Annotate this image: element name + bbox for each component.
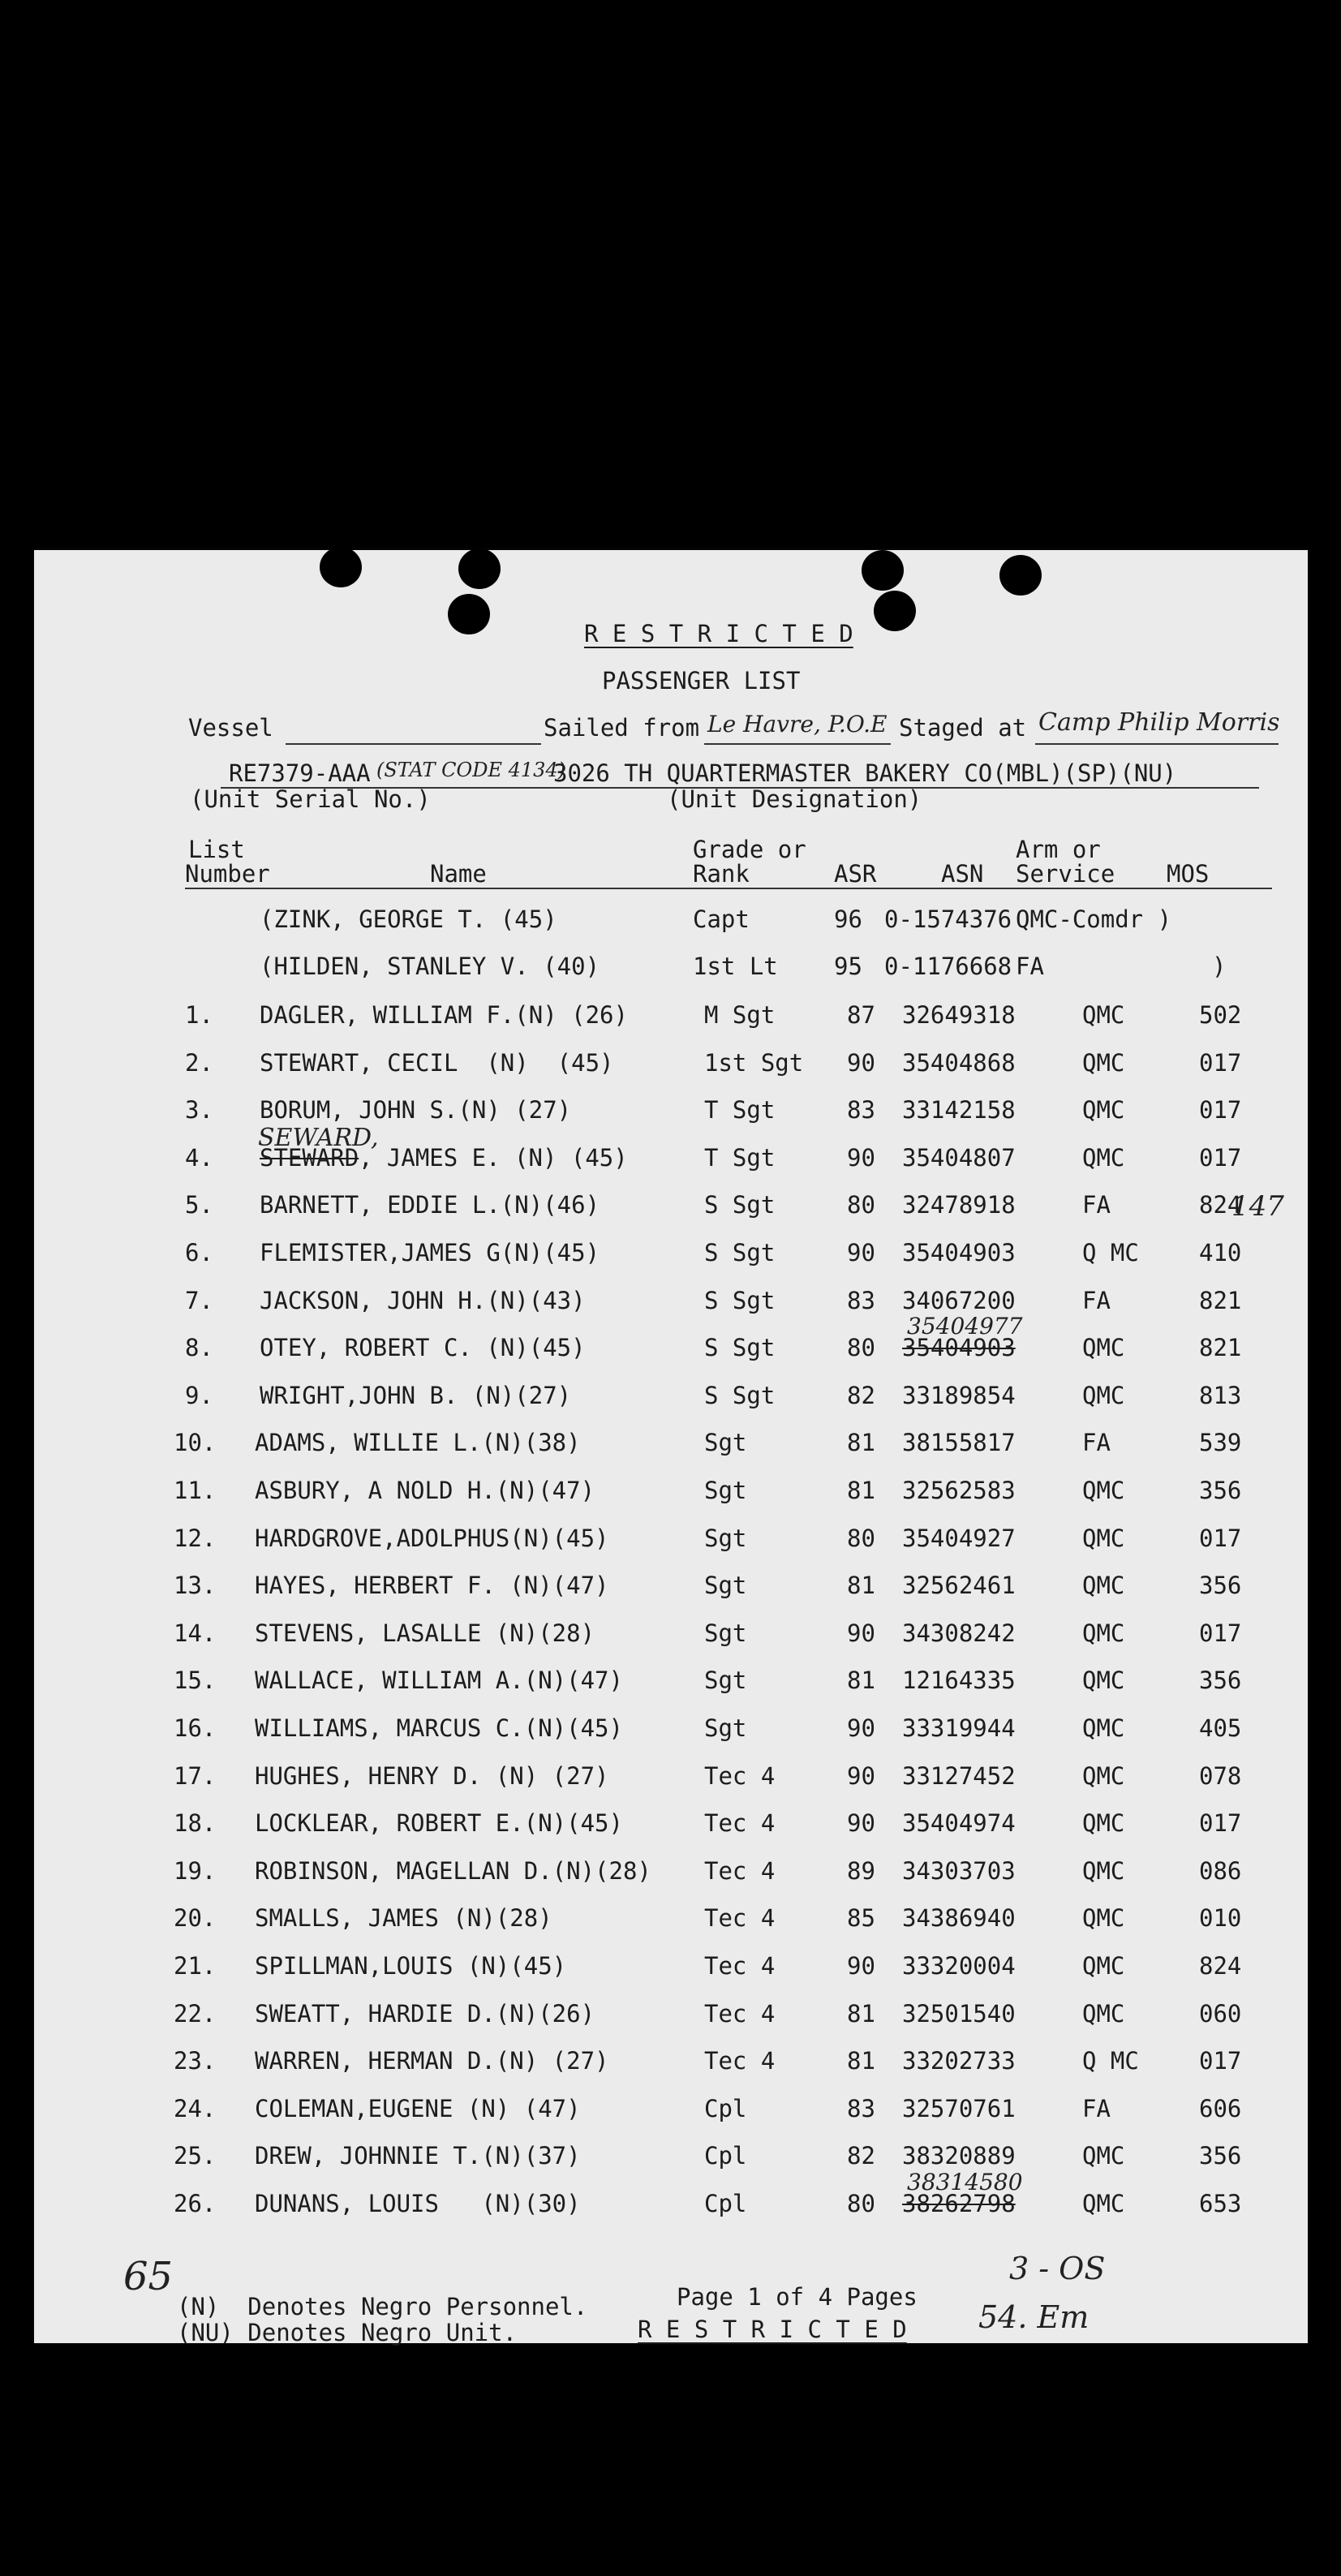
asn: 35404903 bbox=[902, 1334, 1016, 1361]
list-number: 9. bbox=[185, 1382, 213, 1409]
header-number: Number bbox=[185, 860, 270, 888]
mos: 010 bbox=[1199, 1904, 1242, 1932]
asr: 83 bbox=[847, 1096, 875, 1124]
asn: 34386940 bbox=[902, 1904, 1016, 1932]
vessel-label: Vessel bbox=[188, 714, 273, 742]
asn: 33189854 bbox=[902, 1382, 1016, 1409]
arm-or-service: QMC bbox=[1082, 1572, 1125, 1599]
officer-asn: 0-1176668 bbox=[884, 953, 1012, 980]
officer-row bbox=[34, 905, 1308, 951]
passenger-name: HARDGROVE,ADOLPHUS(N)(45) bbox=[255, 1525, 609, 1552]
officer-asr: 95 bbox=[834, 953, 862, 980]
mos: 653 bbox=[1199, 2190, 1242, 2217]
grade-rank: Sgt bbox=[704, 1714, 747, 1742]
asr: 82 bbox=[847, 2142, 875, 2170]
unit-designation: 3026 TH QUARTERMASTER BAKERY CO(MBL)(SP)(NU) bbox=[553, 759, 1177, 787]
asr: 82 bbox=[847, 1382, 875, 1409]
passenger-name: , JAMES E. (N) (45) bbox=[359, 1144, 628, 1172]
asn: 32478918 bbox=[902, 1191, 1016, 1219]
list-number: 22. bbox=[174, 2000, 217, 2028]
grade-rank: S Sgt bbox=[704, 1287, 776, 1314]
asn: 32562461 bbox=[902, 1572, 1016, 1599]
table-row bbox=[34, 1666, 1308, 1712]
passenger-name: WARREN, HERMAN D.(N) (27) bbox=[255, 2047, 609, 2075]
grade-rank: S Sgt bbox=[704, 1191, 776, 1219]
table-row bbox=[34, 1477, 1308, 1522]
asr: 80 bbox=[847, 2190, 875, 2217]
passenger-name: SWEATT, HARDIE D.(N)(26) bbox=[255, 2000, 595, 2028]
asn: 38320889 bbox=[902, 2142, 1016, 2170]
sailed-from-value: Le Havre, P.O.E bbox=[707, 711, 888, 738]
asr: 90 bbox=[847, 1714, 875, 1742]
mos: 017 bbox=[1199, 1144, 1242, 1172]
list-number: 2. bbox=[185, 1049, 213, 1077]
mos: 017 bbox=[1199, 2047, 1242, 2075]
list-number: 4. bbox=[185, 1144, 213, 1172]
mos: 017 bbox=[1199, 1525, 1242, 1552]
passenger-name: LOCKLEAR, ROBERT E.(N)(45) bbox=[255, 1809, 623, 1837]
table-row bbox=[34, 1762, 1308, 1808]
grade-rank: T Sgt bbox=[704, 1096, 776, 1124]
passenger-name: DAGLER, WILLIAM F.(N) (26) bbox=[260, 1001, 628, 1029]
asn: 33320004 bbox=[902, 1952, 1016, 1980]
grade-rank: Tec 4 bbox=[704, 1904, 776, 1932]
arm-or-service: QMC bbox=[1082, 1144, 1125, 1172]
list-number: 10. bbox=[174, 1429, 217, 1456]
grade-rank: Sgt bbox=[704, 1525, 747, 1552]
page-indicator: Page 1 of 4 Pages bbox=[677, 2283, 918, 2311]
restricted-heading: R E S T R I C T E D bbox=[584, 620, 853, 647]
header-arm: Arm or bbox=[1016, 836, 1101, 863]
note-negro-personnel: (N) Denotes Negro Personnel. bbox=[177, 2293, 588, 2320]
header-list: List bbox=[188, 836, 245, 863]
grade-rank: Sgt bbox=[704, 1666, 747, 1694]
mos: 017 bbox=[1199, 1049, 1242, 1077]
staged-at-value: Camp Philip Morris bbox=[1038, 708, 1280, 737]
asr: 80 bbox=[847, 1191, 875, 1219]
grade-rank: Sgt bbox=[704, 1619, 747, 1647]
arm-or-service: QMC bbox=[1082, 1096, 1125, 1124]
table-row bbox=[34, 1096, 1308, 1142]
header-name: Name bbox=[430, 860, 487, 888]
list-number: 5. bbox=[185, 1191, 213, 1219]
grade-rank: Tec 4 bbox=[704, 2000, 776, 2028]
table-row bbox=[34, 1619, 1308, 1665]
note-negro-unit: (NU) Denotes Negro Unit. bbox=[177, 2319, 518, 2346]
list-number: 24. bbox=[174, 2095, 217, 2122]
asr: 90 bbox=[847, 1762, 875, 1790]
mos: 356 bbox=[1199, 1666, 1242, 1694]
arm-or-service: FA bbox=[1082, 1429, 1111, 1456]
officer-asn: 0-1574376 bbox=[884, 905, 1012, 933]
mos: 824 bbox=[1199, 1191, 1242, 1219]
list-number: 13. bbox=[174, 1572, 217, 1599]
list-number: 18. bbox=[174, 1809, 217, 1837]
mos: 017 bbox=[1199, 1809, 1242, 1837]
passenger-name: DREW, JOHNNIE T.(N)(37) bbox=[255, 2142, 581, 2170]
arm-or-service: FA bbox=[1082, 2095, 1111, 2122]
asn-correction: 35404977 bbox=[907, 1313, 1023, 1340]
arm-or-service: QMC bbox=[1082, 2142, 1125, 2170]
table-row bbox=[34, 1191, 1308, 1236]
list-number: 3. bbox=[185, 1096, 213, 1124]
table-row bbox=[34, 1857, 1308, 1903]
unit-serial-caption: (Unit Serial No.) bbox=[190, 785, 431, 813]
asr: 87 bbox=[847, 1001, 875, 1029]
passenger-name: SMALLS, JAMES (N)(28) bbox=[255, 1904, 552, 1932]
table-row bbox=[34, 1809, 1308, 1855]
arm-or-service: QMC bbox=[1082, 1809, 1125, 1837]
punch-hole bbox=[999, 555, 1042, 596]
handwritten-em: 54. Em bbox=[978, 2299, 1090, 2335]
asn: 38155817 bbox=[902, 1429, 1016, 1456]
grade-rank: S Sgt bbox=[704, 1239, 776, 1266]
asn: 33202733 bbox=[902, 2047, 1016, 2075]
asr: 90 bbox=[847, 1619, 875, 1647]
table-row bbox=[34, 2142, 1308, 2187]
asr: 90 bbox=[847, 1952, 875, 1980]
arm-or-service: FA bbox=[1082, 1287, 1111, 1314]
mos: 078 bbox=[1199, 1762, 1242, 1790]
name-correction: SEWARD, bbox=[258, 1124, 379, 1152]
passenger-name: STEVENS, LASALLE (N)(28) bbox=[255, 1619, 595, 1647]
mos-note: 147 bbox=[1231, 1190, 1284, 1223]
table-row bbox=[34, 1001, 1308, 1047]
header-asr: ASR bbox=[834, 860, 877, 888]
grade-rank: Tec 4 bbox=[704, 1857, 776, 1885]
list-number: 20. bbox=[174, 1904, 217, 1932]
staged-underline bbox=[1035, 743, 1279, 745]
officer-service: QMC-Comdr ) bbox=[1016, 905, 1172, 933]
arm-or-service: QMC bbox=[1082, 1762, 1125, 1790]
asr: 81 bbox=[847, 1429, 875, 1456]
mos: 539 bbox=[1199, 1429, 1242, 1456]
header-service: Service bbox=[1016, 860, 1115, 888]
mos: 405 bbox=[1199, 1714, 1242, 1742]
table-row bbox=[34, 1525, 1308, 1570]
table-row bbox=[34, 1049, 1308, 1094]
asn: 32570761 bbox=[902, 2095, 1016, 2122]
table-row bbox=[34, 1572, 1308, 1617]
list-number: 16. bbox=[174, 1714, 217, 1742]
table-row bbox=[34, 1952, 1308, 1998]
grade-rank: Tec 4 bbox=[704, 1762, 776, 1790]
punch-hole bbox=[448, 594, 490, 634]
asn: 35404927 bbox=[902, 1525, 1016, 1552]
table-row bbox=[34, 1382, 1308, 1427]
table-row bbox=[34, 2047, 1308, 2092]
punch-hole bbox=[458, 548, 501, 589]
asn: 34067200 bbox=[902, 1287, 1016, 1314]
asn: 32649318 bbox=[902, 1001, 1016, 1029]
asn: 33319944 bbox=[902, 1714, 1016, 1742]
sailed-underline bbox=[704, 743, 891, 745]
asn: 33142158 bbox=[902, 1096, 1016, 1124]
asn: 35404903 bbox=[902, 1239, 1016, 1266]
asr: 81 bbox=[847, 2000, 875, 2028]
grade-rank: Sgt bbox=[704, 1429, 747, 1456]
grade-rank: Cpl bbox=[704, 2190, 747, 2217]
asn: 35404868 bbox=[902, 1049, 1016, 1077]
list-number: 15. bbox=[174, 1666, 217, 1694]
arm-or-service: QMC bbox=[1082, 1382, 1125, 1409]
passenger-name: FLEMISTER,JAMES G(N)(45) bbox=[260, 1239, 600, 1266]
passenger-name: HUGHES, HENRY D. (N) (27) bbox=[255, 1762, 609, 1790]
officer-rank: Capt bbox=[693, 905, 750, 933]
header-rank: Rank bbox=[693, 860, 750, 888]
asr: 80 bbox=[847, 1525, 875, 1552]
officer-rank: 1st Lt bbox=[693, 953, 778, 980]
asn: 33127452 bbox=[902, 1762, 1016, 1790]
asn: 38262798 bbox=[902, 2190, 1016, 2217]
asn: 35404974 bbox=[902, 1809, 1016, 1837]
arm-or-service: QMC bbox=[1082, 1477, 1125, 1504]
mos: 017 bbox=[1199, 1619, 1242, 1647]
staged-at-label: Staged at bbox=[899, 714, 1027, 742]
asr: 89 bbox=[847, 1857, 875, 1885]
grade-rank: M Sgt bbox=[704, 1001, 776, 1029]
list-number: 6. bbox=[185, 1239, 213, 1266]
arm-or-service: QMC bbox=[1082, 1714, 1125, 1742]
asn-correction: 38314580 bbox=[907, 2169, 1023, 2195]
arm-or-service: QMC bbox=[1082, 1334, 1125, 1361]
mos: 606 bbox=[1199, 2095, 1242, 2122]
grade-rank: T Sgt bbox=[704, 1144, 776, 1172]
mos: 410 bbox=[1199, 1239, 1242, 1266]
arm-or-service: QMC bbox=[1082, 1666, 1125, 1694]
list-number: 12. bbox=[174, 1525, 217, 1552]
list-number: 21. bbox=[174, 1952, 217, 1980]
passenger-name: BORUM, JOHN S.(N) (27) bbox=[260, 1096, 572, 1124]
list-number: 26. bbox=[174, 2190, 217, 2217]
mos: 821 bbox=[1199, 1287, 1242, 1314]
arm-or-service: QMC bbox=[1082, 1619, 1125, 1647]
asn: 32501540 bbox=[902, 2000, 1016, 2028]
list-number: 23. bbox=[174, 2047, 217, 2075]
mos: 821 bbox=[1199, 1334, 1242, 1361]
asn: 32562583 bbox=[902, 1477, 1016, 1504]
table-row bbox=[34, 1904, 1308, 1950]
passenger-name: BARNETT, EDDIE L.(N)(46) bbox=[260, 1191, 600, 1219]
passenger-name: ASBURY, A NOLD H.(N)(47) bbox=[255, 1477, 595, 1504]
grade-rank: Cpl bbox=[704, 2142, 747, 2170]
mos: 356 bbox=[1199, 1572, 1242, 1599]
punch-hole bbox=[874, 591, 916, 631]
grade-rank: Tec 4 bbox=[704, 1952, 776, 1980]
restricted-footer: R E S T R I C T E D bbox=[638, 2316, 907, 2343]
table-row bbox=[34, 1313, 1308, 1379]
table-row bbox=[34, 1287, 1308, 1332]
asr: 90 bbox=[847, 1144, 875, 1172]
unit-serial: RE7379-AAA bbox=[229, 759, 371, 787]
unit-serial-note: (STAT CODE 4134) bbox=[376, 759, 566, 781]
grade-rank: Tec 4 bbox=[704, 2047, 776, 2075]
list-number: 7. bbox=[185, 1287, 213, 1314]
table-row bbox=[34, 1124, 1308, 1189]
list-number: 14. bbox=[174, 1619, 217, 1647]
header-mos: MOS bbox=[1167, 860, 1210, 888]
grade-rank: Sgt bbox=[704, 1477, 747, 1504]
passenger-name: OTEY, ROBERT C. (N)(45) bbox=[260, 1334, 586, 1361]
table-row bbox=[34, 2169, 1308, 2235]
officer-row bbox=[34, 953, 1308, 998]
table-row bbox=[34, 1429, 1308, 1474]
passenger-name: HAYES, HERBERT F. (N)(47) bbox=[255, 1572, 609, 1599]
passenger-name: WALLACE, WILLIAM A.(N)(47) bbox=[255, 1666, 623, 1694]
document-page bbox=[34, 550, 1308, 2346]
asr: 85 bbox=[847, 1904, 875, 1932]
table-row bbox=[34, 2095, 1308, 2140]
passenger-name: SPILLMAN,LOUIS (N)(45) bbox=[255, 1952, 567, 1980]
asr: 81 bbox=[847, 2047, 875, 2075]
table-row bbox=[34, 2000, 1308, 2045]
grade-rank: Cpl bbox=[704, 2095, 747, 2122]
grade-rank: S Sgt bbox=[704, 1334, 776, 1361]
arm-or-service: QMC bbox=[1082, 1904, 1125, 1932]
passenger-name: WRIGHT,JOHN B. (N)(27) bbox=[260, 1382, 572, 1409]
arm-or-service: QMC bbox=[1082, 1001, 1125, 1029]
passenger-name: JACKSON, JOHN H.(N)(43) bbox=[260, 1287, 586, 1314]
mos: 356 bbox=[1199, 2142, 1242, 2170]
mos: 813 bbox=[1199, 1382, 1242, 1409]
list-number: 11. bbox=[174, 1477, 217, 1504]
mos: 017 bbox=[1199, 1096, 1242, 1124]
asn: 35404807 bbox=[902, 1144, 1016, 1172]
grade-rank: 1st Sgt bbox=[704, 1049, 804, 1077]
page-title: PASSENGER LIST bbox=[602, 667, 801, 695]
header-grade: Grade or bbox=[693, 836, 806, 863]
table-row bbox=[34, 1239, 1308, 1284]
asr: 83 bbox=[847, 2095, 875, 2122]
grade-rank: Tec 4 bbox=[704, 1809, 776, 1837]
passenger-name: COLEMAN,EUGENE (N) (47) bbox=[255, 2095, 581, 2122]
list-number: 25. bbox=[174, 2142, 217, 2170]
handwritten-os: 3 - OS bbox=[1009, 2251, 1106, 2286]
asn: 34303703 bbox=[902, 1857, 1016, 1885]
passenger-name: STEWART, CECIL (N) (45) bbox=[260, 1049, 614, 1077]
arm-or-service: QMC bbox=[1082, 1857, 1125, 1885]
asr: 90 bbox=[847, 1809, 875, 1837]
officer-name: (ZINK, GEORGE T. (45) bbox=[260, 905, 557, 933]
grade-rank: Sgt bbox=[704, 1572, 747, 1599]
passenger-name: ROBINSON, MAGELLAN D.(N)(28) bbox=[255, 1857, 651, 1885]
unit-designation-caption: (Unit Designation) bbox=[667, 785, 922, 813]
arm-or-service: QMC bbox=[1082, 1952, 1125, 1980]
sailed-from-label: Sailed from bbox=[544, 714, 700, 742]
punch-hole bbox=[320, 547, 362, 587]
list-number: 1. bbox=[185, 1001, 213, 1029]
list-number: 8. bbox=[185, 1334, 213, 1361]
asr: 81 bbox=[847, 1666, 875, 1694]
struck-name: STEWARD bbox=[260, 1144, 359, 1172]
asr: 90 bbox=[847, 1049, 875, 1077]
arm-or-service: QMC bbox=[1082, 1525, 1125, 1552]
handwritten-65: 65 bbox=[123, 2254, 174, 2299]
asr: 90 bbox=[847, 1239, 875, 1266]
mos: 060 bbox=[1199, 2000, 1242, 2028]
passenger-name: WILLIAMS, MARCUS C.(N)(45) bbox=[255, 1714, 623, 1742]
passenger-name: ADAMS, WILLIE L.(N)(38) bbox=[255, 1429, 581, 1456]
grade-rank: S Sgt bbox=[704, 1382, 776, 1409]
list-number: 17. bbox=[174, 1762, 217, 1790]
mos: 824 bbox=[1199, 1952, 1242, 1980]
vessel-underline bbox=[286, 743, 541, 745]
officer-bracket: ) bbox=[1212, 953, 1227, 980]
asr: 80 bbox=[847, 1334, 875, 1361]
arm-or-service: QMC bbox=[1082, 2000, 1125, 2028]
arm-or-service: FA bbox=[1082, 1191, 1111, 1219]
asn: 12164335 bbox=[902, 1666, 1016, 1694]
officer-name: (HILDEN, STANLEY V. (40) bbox=[260, 953, 600, 980]
mos: 356 bbox=[1199, 1477, 1242, 1504]
mos: 086 bbox=[1199, 1857, 1242, 1885]
arm-or-service: QMC bbox=[1082, 2190, 1125, 2217]
asr: 83 bbox=[847, 1287, 875, 1314]
mos: 502 bbox=[1199, 1001, 1242, 1029]
asr: 81 bbox=[847, 1477, 875, 1504]
arm-or-service: QMC bbox=[1082, 1049, 1125, 1077]
header-asn: ASN bbox=[941, 860, 984, 888]
officer-asr: 96 bbox=[834, 905, 862, 933]
asr: 81 bbox=[847, 1572, 875, 1599]
punch-hole bbox=[862, 550, 904, 591]
asn: 34308242 bbox=[902, 1619, 1016, 1647]
list-number: 19. bbox=[174, 1857, 217, 1885]
arm-or-service: Q MC bbox=[1082, 2047, 1139, 2075]
officer-service: FA bbox=[1016, 953, 1044, 980]
header-underline bbox=[185, 888, 1272, 889]
arm-or-service: Q MC bbox=[1082, 1239, 1139, 1266]
table-row bbox=[34, 1714, 1308, 1760]
passenger-name: DUNANS, LOUIS (N)(30) bbox=[255, 2190, 581, 2217]
